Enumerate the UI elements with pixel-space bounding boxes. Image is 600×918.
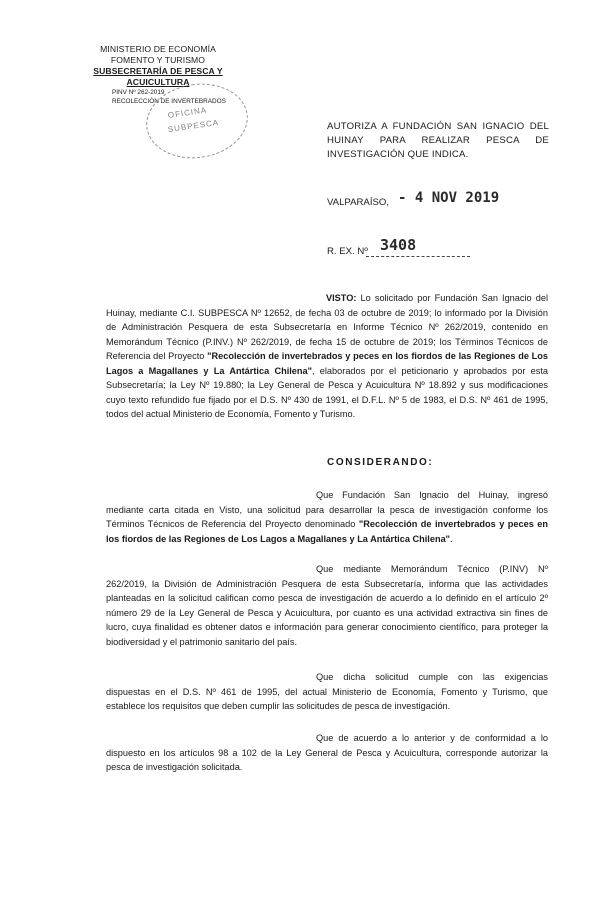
stamp-text-1: OFICINA [167, 105, 208, 120]
visto-project-name: "Recolección de invertebrados y peces en los fiordos de las Regiones de Los Lagos a Magallanes y La Antártica Chilena" [106, 351, 548, 376]
visto-paragraph [106, 291, 548, 422]
resolution-number-line [366, 256, 470, 257]
visto-text-2: , elaborados por el peticionario y aprobados por esta Subsecretaría; la Ley Nº 19.880; la Ley General de Pesca y Acuicultura Nº 18.892 y sus modificaciones cuyo texto refundido fue fijado por el D.S. Nº 430 de 1991, el D.F.L. Nº 5 de 1983, el D.S. Nº 461 de 1995, todos del actual Ministerio de Economía, Fomento y Turismo. [106, 365, 548, 419]
considerando-paragraph-3: Que dicha solicitud cumple con las exigencias dispuestas en el D.S. Nº 461 de 1995, del actual Ministerio de Economía, Fomento y Turismo, que establece los requisitos que deben cumplir las solicitudes de pesca de investigación. [106, 672, 548, 711]
resolution-number-label: R. EX. Nº [327, 246, 368, 257]
visto-label: VISTO: [326, 293, 357, 303]
place-label: VALPARAÍSO, [327, 197, 390, 208]
resolution-title: AUTORIZA A FUNDACIÓN SAN IGNACIO DEL HUINAY PARA REALIZAR PESCA DE INVESTIGACIÓN QUE INDICA. [327, 121, 549, 160]
considerando-paragraph-4: Que de acuerdo a lo anterior y de conformidad a lo dispuesto en los artículos 98 a 102 de la Ley General de Pesca y Acuicultura, corresponde autorizar la pesca de investigación solicitada. [106, 733, 548, 772]
c1-text-b: . [450, 533, 453, 544]
subsecretaria-name: SUBSECRETARÍA DE PESCA Y ACUICULTURA [93, 66, 223, 87]
considerando-heading: CONSIDERANDO: [327, 457, 434, 468]
stamp-text-2: SUBPESCA [167, 117, 220, 135]
resolution-number: 3408 [380, 236, 417, 254]
considerando-paragraph-2: Que mediante Memorándum Técnico (P.INV) Nº 262/2019, la División de Administración Pesquera de esta Subsecretaría, informa que las actividades planteadas en la solicitud califican como pesca de investigación de acuerdo a lo definido en el artículo 2º número 29 de la Ley General de Pesca y Acuicultura, por cuanto es una actividad extractiva sin fines de lucro, cuya finalidad es obtener datos e información para generar conocimiento científico, para proteger la biodiversidad y el patrimonio sanitario del país. [106, 564, 548, 647]
considerando-paragraph-1 [106, 488, 548, 546]
ministry-name: MINISTERIO DE ECONOMÍA [100, 44, 216, 54]
c1-project-name: "Recolección de invertebrados y peces en los fiordos de las Regiones de Los Lagos a Magallanes y La Antártica Chilena" [106, 519, 549, 544]
c1-text-a: Que Fundación San Ignacio del Huinay, ingresó mediante carta citada en Visto, una solicitud para desarrollar la pesca de investigación conforme los Términos Técnicos de Referencia del Proyecto denominado [106, 490, 548, 529]
ministry-subtitle: FOMENTO Y TURISMO [110, 55, 206, 65]
file-subject: RECOLECCIÓN DE INVERTEBRADOS [112, 98, 226, 105]
visto-text-1: Lo solicitado por Fundación San Ignacio del Huinay, mediante C.I. SUBPESCA Nº 12652, de fecha 03 de octubre de 2019; lo informado por la División de Administración Pesquera de esta Subsecretaría en Informe Técnico Nº 262/2019, contenido en Memorándum Técnico (P.INV.) Nº 262/2019, de fecha 15 de octubre de 2019; los Términos Técnicos de Referencia del Proyecto [106, 293, 548, 361]
file-reference: PINV Nº 262-2019 [112, 89, 165, 96]
date-stamp: - 4 NOV 2019 [398, 190, 500, 206]
